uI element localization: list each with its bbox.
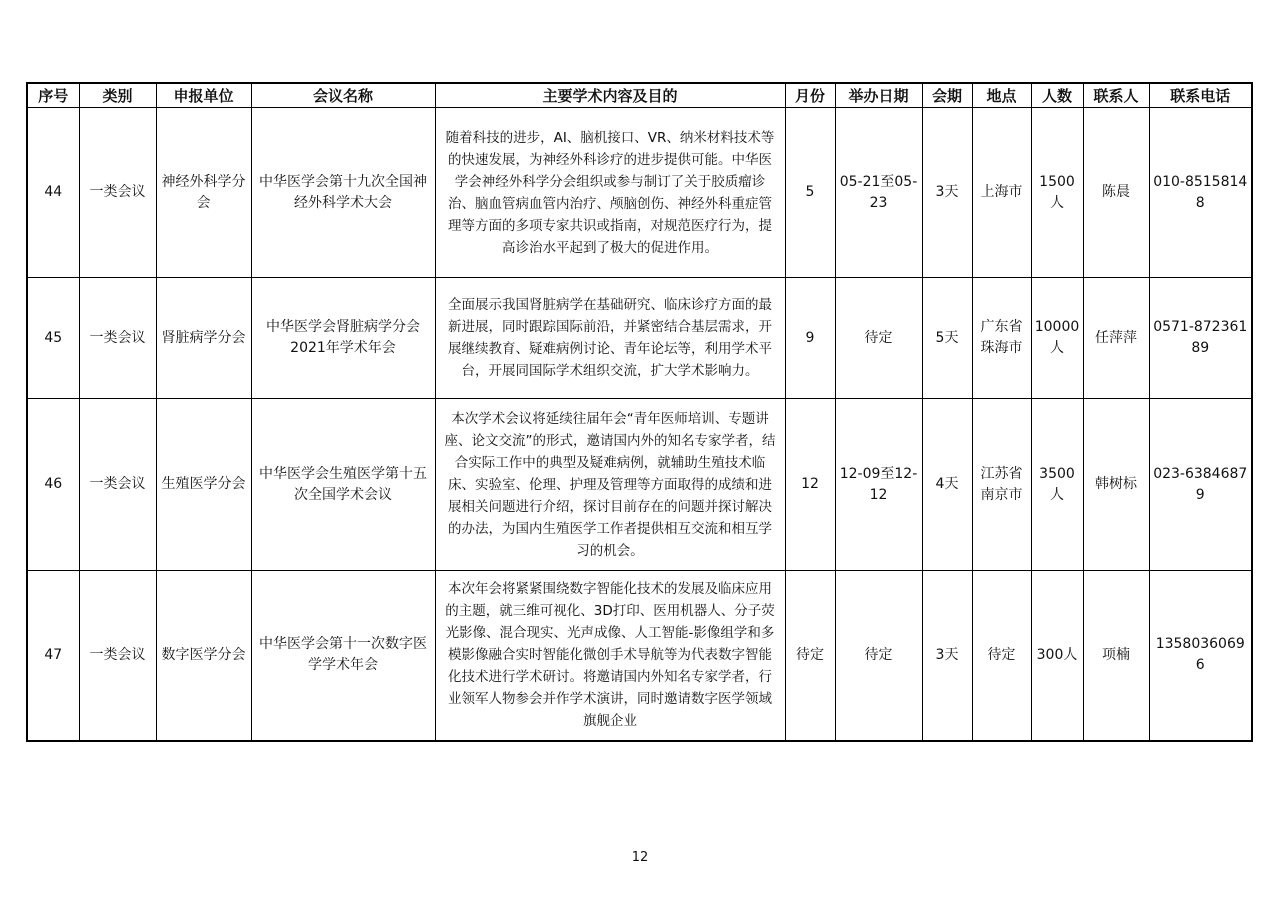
- cell-duration: 5天: [922, 278, 972, 399]
- cell-content: 本次年会将紧紧围绕数字智能化技术的发展及临床应用的主题，就三维可视化、3D打印、医用机器人、分子荧光影像、混合现实、光声成像、人工智能-影像组学和多模影像融合实时智能化微创手术导航等为代表数字智能化技术进行学术研讨。将邀请国内外知名专家学者，行业领军人物参会并作学术演讲，同时邀请数字医学领域旗舰企业: [435, 571, 785, 741]
- cell-duration: 3天: [922, 108, 972, 278]
- header-name: 会议名称: [251, 83, 435, 108]
- header-date: 举办日期: [835, 83, 922, 108]
- cell-name: 中华医学会第十九次全国神经外科学术大会: [251, 108, 435, 278]
- cell-name: 中华医学会第十一次数字医学学术年会: [251, 571, 435, 741]
- cell-phone: 0571-87236189: [1149, 278, 1252, 399]
- cell-contact: 任萍萍: [1083, 278, 1149, 399]
- cell-content: 本次学术会议将延续往届年会“青年医师培训、专题讲座、论文交流”的形式，邀请国内外的知名专家学者，结合实际工作中的典型及疑难病例，就辅助生殖技术临床、实验室、伦理、护理及管理等方面取得的成绩和进展相关问题进行介绍，探讨目前存在的问题并探讨解决的办法，为国内生殖医学工作者提供相互交流和相互学习的机会。: [435, 399, 785, 571]
- cell-phone: 010-85158148: [1149, 108, 1252, 278]
- header-month: 月份: [785, 83, 835, 108]
- table-row: [27, 278, 1252, 399]
- cell-category: 一类会议: [79, 108, 156, 278]
- cell-name: 中华医学会肾脏病学分会2021年学术年会: [251, 278, 435, 399]
- cell-no: 46: [27, 399, 79, 571]
- header-attendees: 人数: [1031, 83, 1083, 108]
- cell-contact: 陈晨: [1083, 108, 1149, 278]
- cell-month: 9: [785, 278, 835, 399]
- cell-content: 全面展示我国肾脏病学在基础研究、临床诊疗方面的最新进展，同时跟踪国际前沿，并紧密结合基层需求，开展继续教育、疑难病例讨论、青年论坛等，利用学术平台，开展同国际学术组织交流，扩大学术影响力。: [435, 278, 785, 399]
- cell-attendees: 300人: [1031, 571, 1083, 741]
- cell-location: 上海市: [972, 108, 1031, 278]
- cell-attendees: 10000人: [1031, 278, 1083, 399]
- table-row: [27, 108, 1252, 278]
- cell-month: 12: [785, 399, 835, 571]
- cell-date: 待定: [835, 278, 922, 399]
- cell-contact: 韩树标: [1083, 399, 1149, 571]
- header-no: 序号: [27, 83, 79, 108]
- cell-month: 待定: [785, 571, 835, 741]
- cell-month: 5: [785, 108, 835, 278]
- cell-unit: 生殖医学分会: [156, 399, 251, 571]
- cell-attendees: 3500人: [1031, 399, 1083, 571]
- table-row: [27, 571, 1252, 741]
- cell-no: 44: [27, 108, 79, 278]
- meeting-table: [26, 82, 1253, 742]
- cell-unit: 神经外科学分会: [156, 108, 251, 278]
- cell-name: 中华医学会生殖医学第十五次全国学术会议: [251, 399, 435, 571]
- cell-category: 一类会议: [79, 399, 156, 571]
- cell-date: 05-21至05-23: [835, 108, 922, 278]
- cell-no: 47: [27, 571, 79, 741]
- cell-location: 待定: [972, 571, 1031, 741]
- cell-location: 江苏省南京市: [972, 399, 1031, 571]
- cell-unit: 肾脏病学分会: [156, 278, 251, 399]
- header-content: 主要学术内容及目的: [435, 83, 785, 108]
- header-category: 类别: [79, 83, 156, 108]
- cell-phone: 023-63846879: [1149, 399, 1252, 571]
- cell-category: 一类会议: [79, 278, 156, 399]
- cell-contact: 项楠: [1083, 571, 1149, 741]
- cell-attendees: 1500人: [1031, 108, 1083, 278]
- header-contact: 联系人: [1083, 83, 1149, 108]
- header-row: [27, 83, 1252, 108]
- header-phone: 联系电话: [1149, 83, 1252, 108]
- cell-duration: 4天: [922, 399, 972, 571]
- cell-location: 广东省珠海市: [972, 278, 1031, 399]
- header-unit: 申报单位: [156, 83, 251, 108]
- header-duration: 会期: [922, 83, 972, 108]
- page-number: 12: [631, 850, 649, 865]
- table-row: [27, 399, 1252, 571]
- cell-date: 待定: [835, 571, 922, 741]
- cell-date: 12-09至12-12: [835, 399, 922, 571]
- cell-category: 一类会议: [79, 571, 156, 741]
- header-location: 地点: [972, 83, 1031, 108]
- cell-no: 45: [27, 278, 79, 399]
- cell-unit: 数字医学分会: [156, 571, 251, 741]
- cell-phone: 13580360696: [1149, 571, 1252, 741]
- cell-content: 随着科技的进步，AI、脑机接口、VR、纳米材料技术等的快速发展，为神经外科诊疗的进步提供可能。中华医学会神经外科学分会组织或参与制订了关于胶质瘤诊治、脑血管病血管内治疗、颅脑创伤、神经外科重症管理等方面的多项专家共识或指南，对规范医疗行为，提高诊治水平起到了极大的促进作用。: [435, 108, 785, 278]
- cell-duration: 3天: [922, 571, 972, 741]
